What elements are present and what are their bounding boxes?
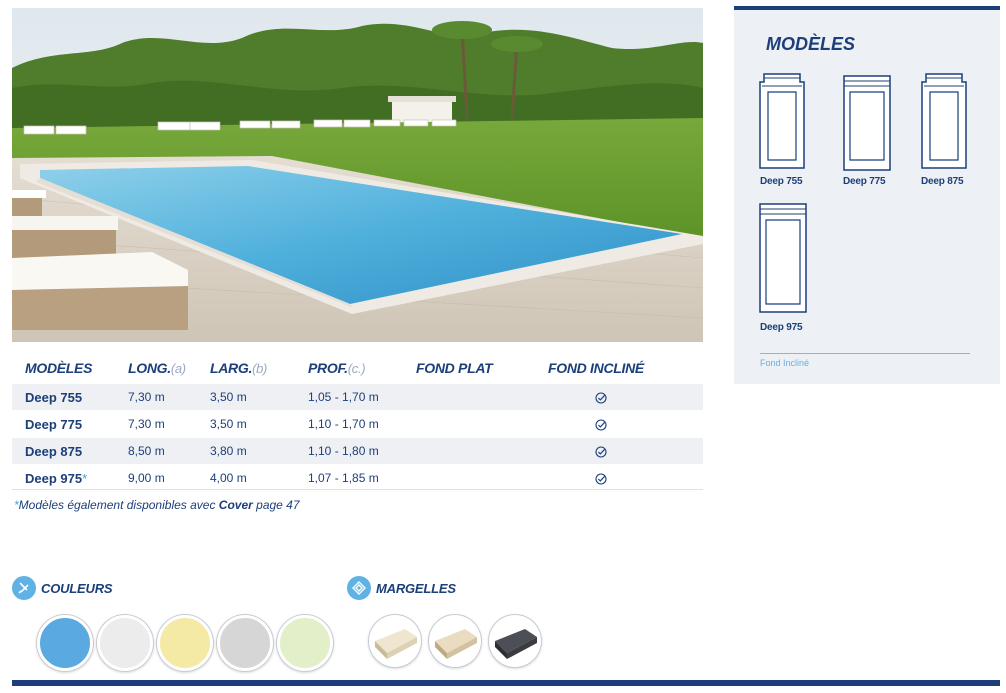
model-depth: 1,05 - 1,70 m: [308, 384, 416, 411]
model-width: 4,00 m: [210, 465, 308, 492]
model-length: 8,50 m: [128, 438, 210, 465]
pool-shape-deep-775: [842, 74, 892, 172]
model-depth: 1,10 - 1,80 m: [308, 438, 416, 465]
pool-shape-deep-875: [920, 72, 968, 172]
model-name: Deep 975*: [12, 465, 128, 492]
coping-sample-beige: [369, 615, 421, 667]
model-length: 9,00 m: [128, 465, 210, 492]
col-header-length: LONG.(a): [128, 360, 186, 376]
model-width: 3,80 m: [210, 438, 308, 465]
color-swatch: [217, 615, 273, 671]
flat-bottom-cell: [416, 384, 548, 411]
check-circle-icon: [595, 392, 607, 404]
panel-divider: [760, 353, 970, 354]
table-row: [12, 384, 703, 411]
model-depth: 1,10 - 1,70 m: [308, 411, 416, 438]
pool-shape-label: Deep 775: [843, 176, 886, 187]
model-depth: 1,07 - 1,85 m: [308, 465, 416, 492]
pool-shape-label: Deep 975: [760, 322, 803, 333]
pool-shape-deep-975: [758, 202, 808, 314]
model-name: Deep 775: [12, 411, 128, 438]
panel-title: MODÈLES: [766, 34, 856, 54]
model-width: 3,50 m: [210, 384, 308, 411]
coping-icon: [347, 576, 371, 600]
check-circle-icon: [595, 446, 607, 458]
panel-legend: Fond Incliné: [760, 358, 810, 368]
pool-photo: [12, 8, 703, 342]
coping-sample-anthracite: [489, 615, 541, 667]
check-circle-icon: [595, 473, 607, 485]
col-header-width: LARG.(b): [210, 360, 268, 376]
col-header-sloped-bottom: FOND INCLINÉ: [548, 360, 644, 376]
flat-bottom-cell: [416, 438, 548, 465]
model-name: Deep 875: [12, 438, 128, 465]
model-width: 3,50 m: [210, 411, 308, 438]
sloped-bottom-cell: [548, 411, 703, 438]
flat-bottom-cell: [416, 465, 548, 492]
pool-shape-label: Deep 875: [921, 176, 964, 187]
sloped-bottom-cell: [548, 384, 703, 411]
flat-bottom-cell: [416, 411, 548, 438]
model-length: 7,30 m: [128, 384, 210, 411]
color-swatch: [97, 615, 153, 671]
sloped-bottom-cell: [548, 438, 703, 465]
coping-sample-sand: [429, 615, 481, 667]
model-name: Deep 755: [12, 384, 128, 411]
col-header-flat-bottom: FOND PLAT: [416, 360, 493, 376]
footnote: *Modèles également disponibles avec Cover page 47: [14, 498, 300, 512]
pool-shape-label: Deep 755: [760, 176, 803, 187]
color-swatch: [37, 615, 93, 671]
check-circle-icon: [595, 419, 607, 431]
table-divider: [12, 489, 703, 490]
color-swatch: [277, 615, 333, 671]
pool-shape-deep-755: [758, 72, 806, 172]
bottom-bar: [12, 680, 1000, 686]
color-swatch: [157, 615, 213, 671]
col-header-depth: PROF.(c.): [308, 360, 366, 376]
table-header-row: [12, 356, 703, 384]
table-row: [12, 438, 703, 465]
model-length: 7,30 m: [128, 411, 210, 438]
colors-section-title: COULEURS: [41, 581, 113, 596]
sloped-bottom-cell: [548, 465, 703, 492]
table-row: [12, 465, 703, 492]
paint-icon: [12, 576, 36, 600]
col-header-models: MODÈLES: [25, 360, 93, 376]
models-spec-table: [12, 356, 703, 492]
table-row: [12, 411, 703, 438]
models-panel: [734, 6, 1000, 384]
coping-section-title: MARGELLES: [376, 581, 456, 596]
